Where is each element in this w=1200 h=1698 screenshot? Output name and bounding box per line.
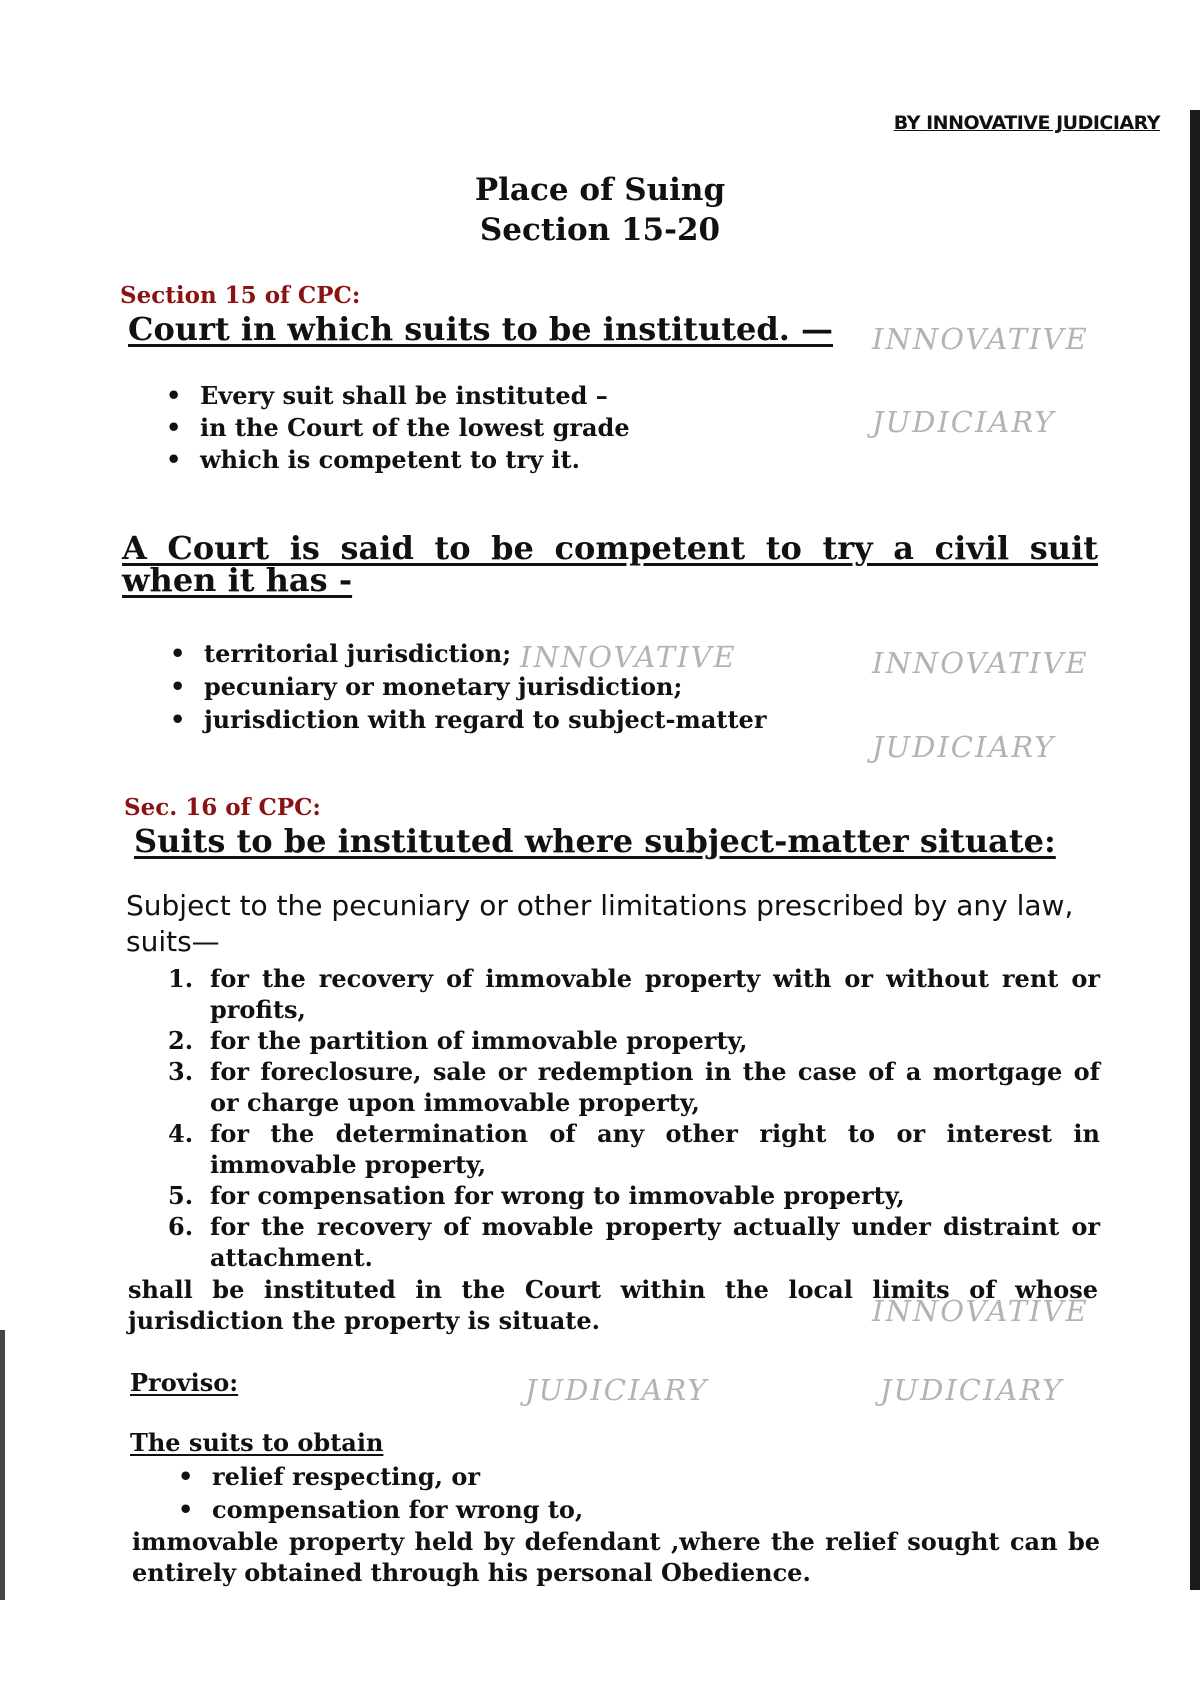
- section-16-intro: Subject to the pecuniary or other limitations prescribed by any law, suits—: [126, 889, 1074, 958]
- proviso-subheading: The suits to obtain: [130, 1428, 384, 1457]
- item-number: 4.: [168, 1119, 194, 1148]
- section-15-label: Section 15 of CPC:: [120, 282, 361, 309]
- page-edge-shadow-left: [0, 1330, 5, 1600]
- proviso-closing: immovable property held by defendant ,where the relief sought can be entirely obtained through his personal Obedience.: [132, 1527, 1100, 1587]
- list-item: [168, 1025, 1100, 1056]
- page-edge-shadow: [1190, 110, 1200, 1590]
- list-item: [168, 963, 1100, 1025]
- section-15-heading: Court in which suits to be instituted. —: [128, 310, 834, 348]
- list-item: • pecuniary or monetary jurisdiction;: [164, 670, 766, 703]
- title-line-2: Section 15-20: [479, 212, 721, 248]
- item-number: 3.: [168, 1057, 194, 1086]
- list-item: • Every suit shall be instituted –: [160, 380, 630, 412]
- proviso-label: Proviso:: [130, 1368, 239, 1397]
- list-item: • in the Court of the lowest grade: [160, 412, 630, 444]
- item-text: for the determination of any other right to or interest in immovable property,: [210, 1119, 1100, 1179]
- item-number: 5.: [168, 1181, 194, 1210]
- competence-bullet-list: [164, 637, 766, 736]
- section-16-heading: Suits to be instituted where subject-matter situate:: [134, 822, 1056, 860]
- watermark-innovative: INNOVATIVE: [872, 322, 1089, 356]
- watermark-judiciary: JUDICIARY: [872, 405, 1056, 439]
- watermark-judiciary: JUDICIARY: [872, 730, 1056, 764]
- watermark-innovative: INNOVATIVE: [872, 646, 1089, 680]
- list-item: • relief respecting, or: [172, 1460, 583, 1493]
- list-item: • territorial jurisdiction;: [164, 637, 766, 670]
- list-item: [168, 1211, 1100, 1273]
- proviso-bullet-list: [172, 1460, 583, 1526]
- header-brand: BY INNOVATIVE JUDICIARY: [893, 112, 1160, 134]
- item-number: 2.: [168, 1026, 194, 1055]
- watermark-judiciary: JUDICIARY: [880, 1373, 1064, 1407]
- watermark-innovative: INNOVATIVE: [872, 1294, 1089, 1328]
- competence-heading-line-2: when it has -: [122, 561, 353, 599]
- watermark-innovative: INNOVATIVE: [520, 640, 737, 674]
- item-text: for the recovery of movable property actually under distraint or attachment.: [210, 1212, 1100, 1272]
- page-title: [0, 170, 1200, 250]
- item-number: 6.: [168, 1212, 194, 1241]
- item-number: 1.: [168, 964, 194, 993]
- list-item: • which is competent to try it.: [160, 444, 630, 476]
- section-15-bullet-list: [160, 380, 630, 476]
- item-text: for the recovery of immovable property with or without rent or profits,: [210, 964, 1100, 1024]
- list-item: • compensation for wrong to,: [172, 1493, 583, 1526]
- competence-heading-line-1: A Court is said to be competent to try a civil suit: [122, 529, 1098, 567]
- item-text: for compensation for wrong to immovable property,: [210, 1181, 905, 1210]
- section-16-numbered-list: [168, 963, 1100, 1273]
- title-line-1: Place of Suing: [474, 172, 726, 208]
- list-item: [168, 1056, 1100, 1118]
- list-item: [168, 1180, 1100, 1211]
- list-item: [168, 1118, 1100, 1180]
- section-16-label: Sec. 16 of CPC:: [124, 794, 321, 821]
- section-16-closing: shall be instituted in the Court within the local limits of whose jurisdiction the property is situate.: [128, 1275, 1098, 1335]
- item-text: for the partition of immovable property,: [210, 1026, 748, 1055]
- watermark-judiciary: JUDICIARY: [525, 1373, 709, 1407]
- item-text: for foreclosure, sale or redemption in the case of a mortgage of or charge upon immovable property,: [210, 1057, 1100, 1117]
- list-item: • jurisdiction with regard to subject-matter: [164, 703, 766, 736]
